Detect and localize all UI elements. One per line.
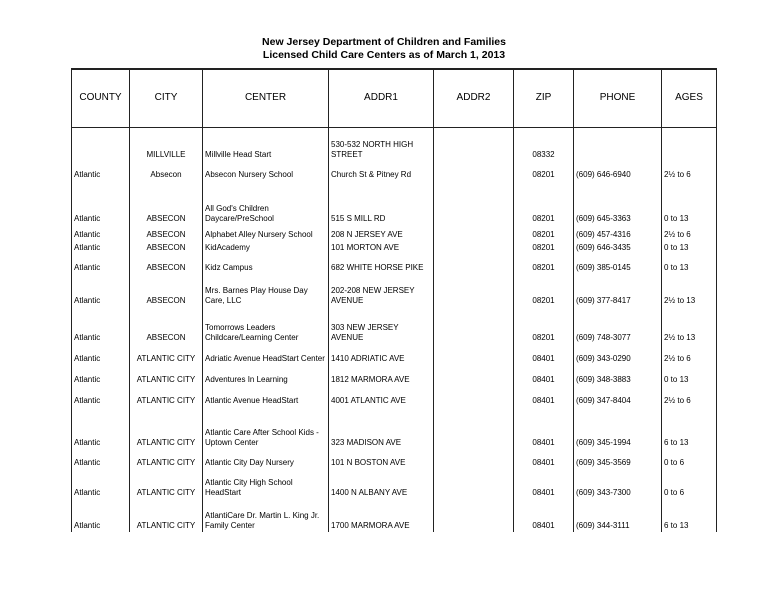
cell-zip: 08201 — [514, 274, 574, 307]
cell-county: Atlantic — [72, 274, 130, 307]
cell-county: Atlantic — [72, 225, 130, 241]
cell-phone: (609) 348-3883 — [574, 365, 662, 386]
child-care-centers-table — [71, 68, 717, 532]
table-row — [72, 254, 717, 274]
cell-addr2 — [434, 344, 514, 365]
table-row — [72, 449, 717, 469]
cell-addr1: 101 N BOSTON AVE — [329, 449, 434, 469]
cell-phone — [574, 128, 662, 161]
cell-city: ABSECON — [130, 307, 203, 344]
cell-ages — [662, 128, 717, 161]
cell-phone: (609) 646-6940 — [574, 161, 662, 181]
cell-phone: (609) 377-8417 — [574, 274, 662, 307]
cell-center: AtlantiCare Dr. Martin L. King Jr. Family Center — [203, 499, 329, 532]
table-row — [72, 128, 717, 161]
cell-zip: 08201 — [514, 254, 574, 274]
cell-county — [72, 128, 130, 161]
cell-ages: 2½ to 13 — [662, 274, 717, 307]
cell-phone: (609) 345-3569 — [574, 449, 662, 469]
cell-zip: 08201 — [514, 181, 574, 225]
cell-ages: 0 to 13 — [662, 181, 717, 225]
cell-addr2 — [434, 469, 514, 499]
cell-ages: 0 to 6 — [662, 469, 717, 499]
cell-county: Atlantic — [72, 181, 130, 225]
cell-phone: (609) 385-0145 — [574, 254, 662, 274]
cell-ages: 2½ to 6 — [662, 386, 717, 407]
cell-city: ATLANTIC CITY — [130, 407, 203, 449]
cell-county: Atlantic — [72, 469, 130, 499]
cell-ages: 2½ to 6 — [662, 161, 717, 181]
header-center: CENTER — [203, 69, 329, 128]
cell-city: ATLANTIC CITY — [130, 499, 203, 532]
table-row — [72, 161, 717, 181]
cell-addr1: 530-532 NORTH HIGH STREET — [329, 128, 434, 161]
table-row — [72, 365, 717, 386]
table-row — [72, 225, 717, 241]
cell-phone: (609) 645-3363 — [574, 181, 662, 225]
cell-phone: (609) 457-4316 — [574, 225, 662, 241]
cell-city: Absecon — [130, 161, 203, 181]
table-row — [72, 181, 717, 225]
document-title: New Jersey Department of Children and Families — [262, 36, 506, 48]
cell-addr1: 208 N JERSEY AVE — [329, 225, 434, 241]
cell-county: Atlantic — [72, 449, 130, 469]
cell-addr1: 1700 MARMORA AVE — [329, 499, 434, 532]
cell-center: Alphabet Alley Nursery School — [203, 225, 329, 241]
cell-ages: 6 to 13 — [662, 499, 717, 532]
header-zip: ZIP — [514, 69, 574, 128]
cell-addr2 — [434, 499, 514, 532]
cell-ages: 6 to 13 — [662, 407, 717, 449]
cell-addr1: 323 MADISON AVE — [329, 407, 434, 449]
cell-addr1: 101 MORTON AVE — [329, 241, 434, 254]
cell-city: ABSECON — [130, 241, 203, 254]
cell-city: ABSECON — [130, 225, 203, 241]
cell-ages: 2½ to 13 — [662, 307, 717, 344]
cell-ages: 2½ to 6 — [662, 344, 717, 365]
cell-addr1: 1400 N ALBANY AVE — [329, 469, 434, 499]
cell-addr1: 303 NEW JERSEY AVENUE — [329, 307, 434, 344]
table-row — [72, 241, 717, 254]
cell-addr2 — [434, 449, 514, 469]
cell-addr2 — [434, 386, 514, 407]
cell-city: ABSECON — [130, 254, 203, 274]
cell-ages: 0 to 13 — [662, 241, 717, 254]
cell-zip: 08201 — [514, 241, 574, 254]
cell-city: ABSECON — [130, 181, 203, 225]
cell-county: Atlantic — [72, 254, 130, 274]
cell-zip: 08401 — [514, 365, 574, 386]
cell-addr1: 682 WHITE HORSE PIKE — [329, 254, 434, 274]
cell-city: MILLVILLE — [130, 128, 203, 161]
cell-center: Millville Head Start — [203, 128, 329, 161]
cell-addr2 — [434, 241, 514, 254]
header-ages: AGES — [662, 69, 717, 128]
cell-zip: 08401 — [514, 344, 574, 365]
cell-phone: (609) 347-8404 — [574, 386, 662, 407]
cell-zip: 08201 — [514, 307, 574, 344]
cell-county: Atlantic — [72, 365, 130, 386]
cell-ages: 0 to 13 — [662, 365, 717, 386]
cell-ages: 0 to 6 — [662, 449, 717, 469]
cell-addr2 — [434, 274, 514, 307]
cell-addr1: 1812 MARMORA AVE — [329, 365, 434, 386]
cell-center: Adventures In Learning — [203, 365, 329, 386]
cell-city: ATLANTIC CITY — [130, 449, 203, 469]
cell-zip: 08201 — [514, 161, 574, 181]
cell-county: Atlantic — [72, 241, 130, 254]
cell-county: Atlantic — [72, 386, 130, 407]
cell-phone: (609) 748-3077 — [574, 307, 662, 344]
cell-center: Atlantic Care After School Kids - Uptown Center — [203, 407, 329, 449]
cell-center: Absecon Nursery School — [203, 161, 329, 181]
cell-center: Mrs. Barnes Play House Day Care, LLC — [203, 274, 329, 307]
table-header-row — [72, 69, 717, 128]
cell-zip: 08401 — [514, 449, 574, 469]
table-row — [72, 307, 717, 344]
cell-city: ATLANTIC CITY — [130, 469, 203, 499]
cell-county: Atlantic — [72, 307, 130, 344]
header-addr2: ADDR2 — [434, 69, 514, 128]
cell-addr2 — [434, 225, 514, 241]
header-city: CITY — [130, 69, 203, 128]
cell-center: All God's Children Daycare/PreSchool — [203, 181, 329, 225]
cell-county: Atlantic — [72, 344, 130, 365]
cell-city: ABSECON — [130, 274, 203, 307]
cell-county: Atlantic — [72, 499, 130, 532]
cell-addr2 — [434, 181, 514, 225]
cell-zip: 08401 — [514, 469, 574, 499]
table-row — [72, 344, 717, 365]
cell-center: KidAcademy — [203, 241, 329, 254]
cell-phone: (609) 646-3435 — [574, 241, 662, 254]
cell-phone: (609) 343-7300 — [574, 469, 662, 499]
cell-addr2 — [434, 128, 514, 161]
cell-zip: 08401 — [514, 386, 574, 407]
cell-center: Atlantic City High School HeadStart — [203, 469, 329, 499]
cell-center: Tomorrows Leaders Childcare/Learning Center — [203, 307, 329, 344]
header-phone: PHONE — [574, 69, 662, 128]
cell-center: Kidz Campus — [203, 254, 329, 274]
header-addr1: ADDR1 — [329, 69, 434, 128]
cell-phone: (609) 343-0290 — [574, 344, 662, 365]
cell-city: ATLANTIC CITY — [130, 344, 203, 365]
cell-addr1: 4001 ATLANTIC AVE — [329, 386, 434, 407]
cell-addr1: 202-208 NEW JERSEY AVENUE — [329, 274, 434, 307]
cell-ages: 0 to 13 — [662, 254, 717, 274]
cell-phone: (609) 345-1994 — [574, 407, 662, 449]
cell-addr1: Church St & Pitney Rd — [329, 161, 434, 181]
cell-zip: 08201 — [514, 225, 574, 241]
cell-ages: 2½ to 6 — [662, 225, 717, 241]
cell-addr2 — [434, 307, 514, 344]
cell-addr2 — [434, 161, 514, 181]
cell-county: Atlantic — [72, 407, 130, 449]
cell-addr1: 1410 ADRIATIC AVE — [329, 344, 434, 365]
table-row — [72, 499, 717, 532]
table-row — [72, 469, 717, 499]
cell-center: Adriatic Avenue HeadStart Center — [203, 344, 329, 365]
cell-addr1: 515 S MILL RD — [329, 181, 434, 225]
cell-zip: 08401 — [514, 499, 574, 532]
cell-city: ATLANTIC CITY — [130, 386, 203, 407]
table-row — [72, 386, 717, 407]
header-county: COUNTY — [72, 69, 130, 128]
cell-county: Atlantic — [72, 161, 130, 181]
cell-zip: 08332 — [514, 128, 574, 161]
cell-addr2 — [434, 407, 514, 449]
cell-center: Atlantic City Day Nursery — [203, 449, 329, 469]
cell-addr2 — [434, 365, 514, 386]
cell-zip: 08401 — [514, 407, 574, 449]
cell-center: Atlantic Avenue HeadStart — [203, 386, 329, 407]
document-subtitle: Licensed Child Care Centers as of March 1, 2013 — [262, 49, 506, 61]
cell-city: ATLANTIC CITY — [130, 365, 203, 386]
cell-addr2 — [434, 254, 514, 274]
table-row — [72, 407, 717, 449]
cell-phone: (609) 344-3111 — [574, 499, 662, 532]
table-row — [72, 274, 717, 307]
